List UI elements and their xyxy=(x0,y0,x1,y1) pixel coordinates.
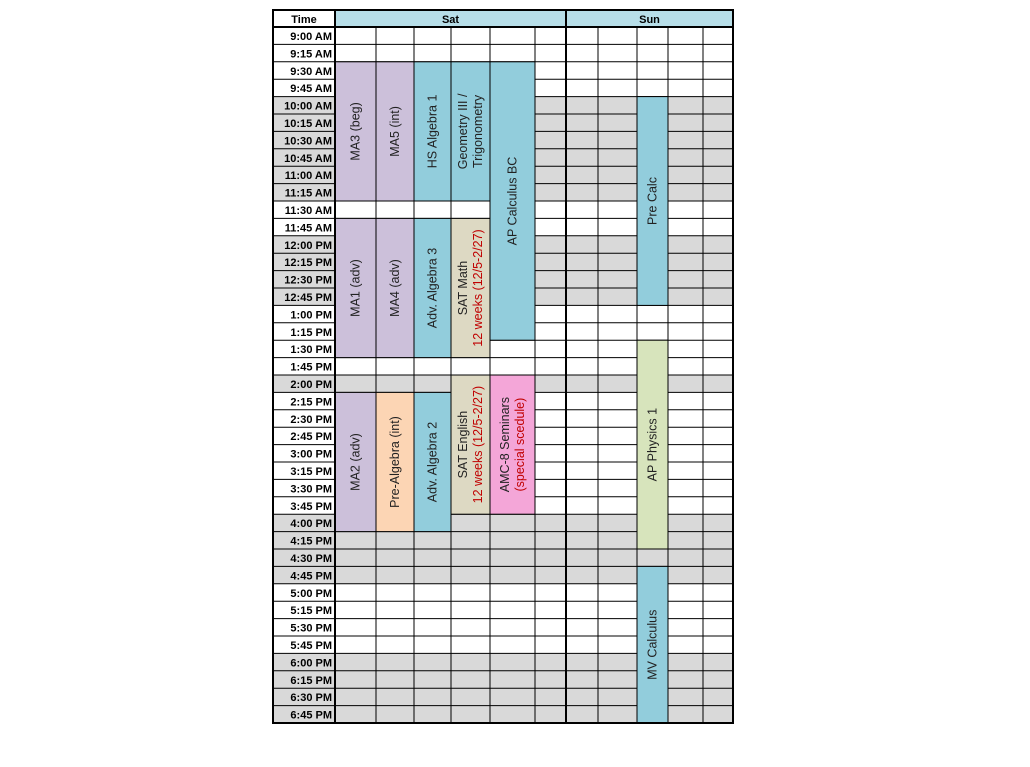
time-label: 3:30 PM xyxy=(290,483,332,496)
time-label: 5:30 PM xyxy=(290,622,332,635)
time-label: 12:15 PM xyxy=(284,257,332,270)
time-label: 9:00 AM xyxy=(290,31,332,43)
time-label: 10:15 AM xyxy=(284,118,332,130)
time-label: 4:30 PM xyxy=(290,553,332,565)
day-header-sat: Sat xyxy=(441,14,460,26)
time-label: 4:45 PM xyxy=(290,570,332,583)
class-label: Adv. Algebra 2 xyxy=(425,421,440,503)
class-label: 12 weeks (12/5-2/27) xyxy=(471,229,485,347)
time-label: 6:00 PM xyxy=(290,657,332,670)
class-label: MV Calculus xyxy=(645,609,660,680)
time-label: 1:00 PM xyxy=(290,309,332,322)
class-label: MA4 (adv) xyxy=(388,259,402,317)
day-header-sun: Sun xyxy=(639,14,660,26)
time-label: 12:30 PM xyxy=(284,274,332,287)
time-label: 9:45 AM xyxy=(290,83,332,96)
class-label: SAT Math xyxy=(456,260,470,316)
class-label: Pre-Algebra (int) xyxy=(388,416,402,508)
time-header: Time xyxy=(291,14,317,26)
day-header-background xyxy=(335,10,733,27)
class-label: Geometry III / xyxy=(456,93,470,170)
class-label: HS Algebra 1 xyxy=(425,94,440,169)
class-label: SAT English xyxy=(456,410,470,479)
time-label: 12:00 PM xyxy=(284,239,332,252)
class-label: AP Calculus BC xyxy=(505,156,520,246)
time-label: 9:30 AM xyxy=(290,65,332,78)
class-label: AP Physics 1 xyxy=(645,407,660,482)
time-label: 4:00 PM xyxy=(290,518,332,531)
time-label: 4:15 PM xyxy=(290,535,332,548)
time-label: 5:00 PM xyxy=(290,587,332,600)
class-label: Adv. Algebra 3 xyxy=(425,247,440,329)
class-label: Pre Calc xyxy=(645,177,660,225)
class-label: Trigonometry xyxy=(471,94,485,168)
time-label: 9:15 AM xyxy=(290,48,332,61)
time-label: 6:45 PM xyxy=(290,709,332,722)
time-label: 2:15 PM xyxy=(290,396,332,409)
grid-lines-layer xyxy=(273,10,733,723)
time-label: 6:30 PM xyxy=(290,692,332,705)
time-label: 3:15 PM xyxy=(290,466,332,478)
time-label: 2:00 PM xyxy=(290,379,332,391)
time-label: 5:15 PM xyxy=(290,605,332,618)
time-label: 2:30 PM xyxy=(290,413,332,426)
time-label: 1:30 PM xyxy=(290,344,332,357)
time-label: 12:45 PM xyxy=(284,292,332,304)
time-label: 11:15 AM xyxy=(284,187,332,200)
time-label: 5:45 PM xyxy=(290,640,332,652)
class-label: (special scedule) xyxy=(513,397,527,492)
class-label: MA5 (int) xyxy=(388,106,402,157)
time-label: 1:15 PM xyxy=(290,326,332,339)
time-label: 11:00 AM xyxy=(284,170,332,183)
time-label: 10:45 AM xyxy=(284,152,332,165)
class-label: MA3 (beg) xyxy=(348,102,363,161)
time-label: 11:30 AM xyxy=(284,205,332,217)
class-label: MA2 (adv) xyxy=(348,433,363,491)
time-label: 10:00 AM xyxy=(284,100,332,113)
time-label: 11:45 AM xyxy=(284,222,332,235)
time-label: 6:15 PM xyxy=(290,674,332,687)
class-label: 12 weeks (12/5-2/27) xyxy=(471,385,485,504)
time-label: 10:30 AM xyxy=(284,135,332,148)
class-label: MA1 (adv) xyxy=(348,259,363,317)
time-label: 1:45 PM xyxy=(290,361,332,374)
time-label: 3:45 PM xyxy=(290,500,332,513)
shaded-row xyxy=(273,549,733,566)
time-label: 3:00 PM xyxy=(290,448,332,461)
time-label: 2:45 PM xyxy=(290,431,332,444)
class-label: AMC-8 Seminars xyxy=(498,397,512,493)
